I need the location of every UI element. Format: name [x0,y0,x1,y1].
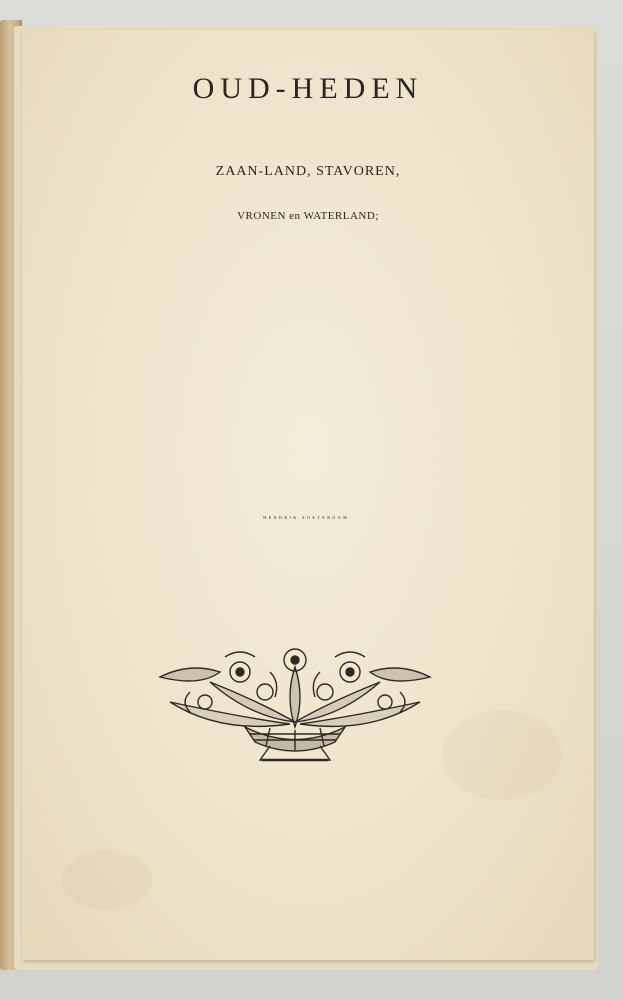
main-title: OUD-HEDEN [192,72,424,105]
subtitle-line-1: ZAAN-LAND, STAVOREN, [215,164,401,179]
title-page [22,30,594,960]
flower-basket-ornament-icon [150,642,440,767]
subtitle-line-2: VRONEN en WATERLAND; [237,210,379,222]
paper-stain [442,710,562,800]
author-name: HENDRIK SOETEBOOM. [263,515,353,520]
paper-stain [62,850,152,910]
